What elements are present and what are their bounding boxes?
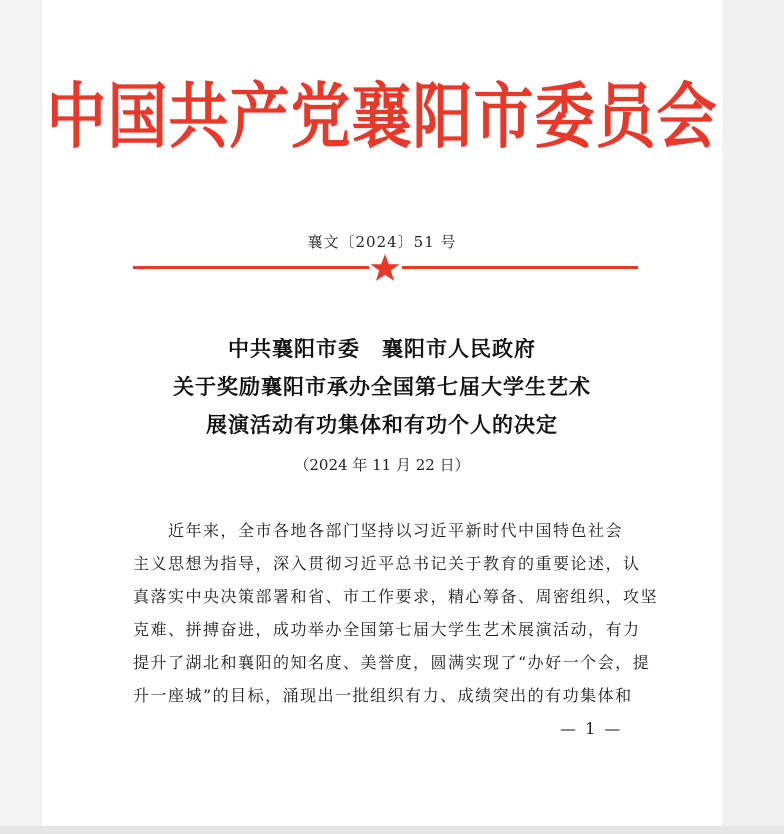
issuer-masthead: 中国共产党襄阳市委员会: [46, 75, 718, 159]
red-separator-right: [402, 266, 638, 269]
page-bottom-edge: [0, 826, 784, 834]
five-point-star-icon: [370, 253, 400, 283]
document-title-line-3: 展演活动有功集体和有功个人的决定: [206, 413, 558, 437]
page-right-margin: [722, 0, 784, 834]
document-date: （2024 年 11 月 22 日）: [294, 456, 470, 474]
body-line: 提升了湖北和襄阳的知名度、美誉度，圆满实现了“办好一个会，提: [133, 653, 651, 672]
body-line: 真落实中央决策部署和省、市工作要求，精心筹备、周密组织，攻坚: [133, 587, 659, 606]
body-line: 主义思想为指导，深入贯彻习近平总书记关于教育的重要论述，认: [133, 554, 641, 573]
document-number: 襄文〔2024〕51 号: [307, 233, 457, 251]
page-number: — 1 —: [560, 719, 623, 738]
body-line: 升一座城”的目标，涌现出一批组织有力、成绩突出的有功集体和: [133, 686, 633, 705]
document-title-line-2: 关于奖励襄阳市承办全国第七届大学生艺术: [173, 375, 591, 399]
document-title-line-1: 中共襄阳市委 襄阳市人民政府: [228, 337, 536, 361]
red-separator-left: [133, 266, 369, 269]
body-line: 克难、拼搏奋进，成功举办全国第七届大学生艺术展演活动，有力: [133, 620, 641, 639]
body-line: 近年来，全市各地各部门坚持以习近平新时代中国特色社会: [133, 521, 624, 540]
